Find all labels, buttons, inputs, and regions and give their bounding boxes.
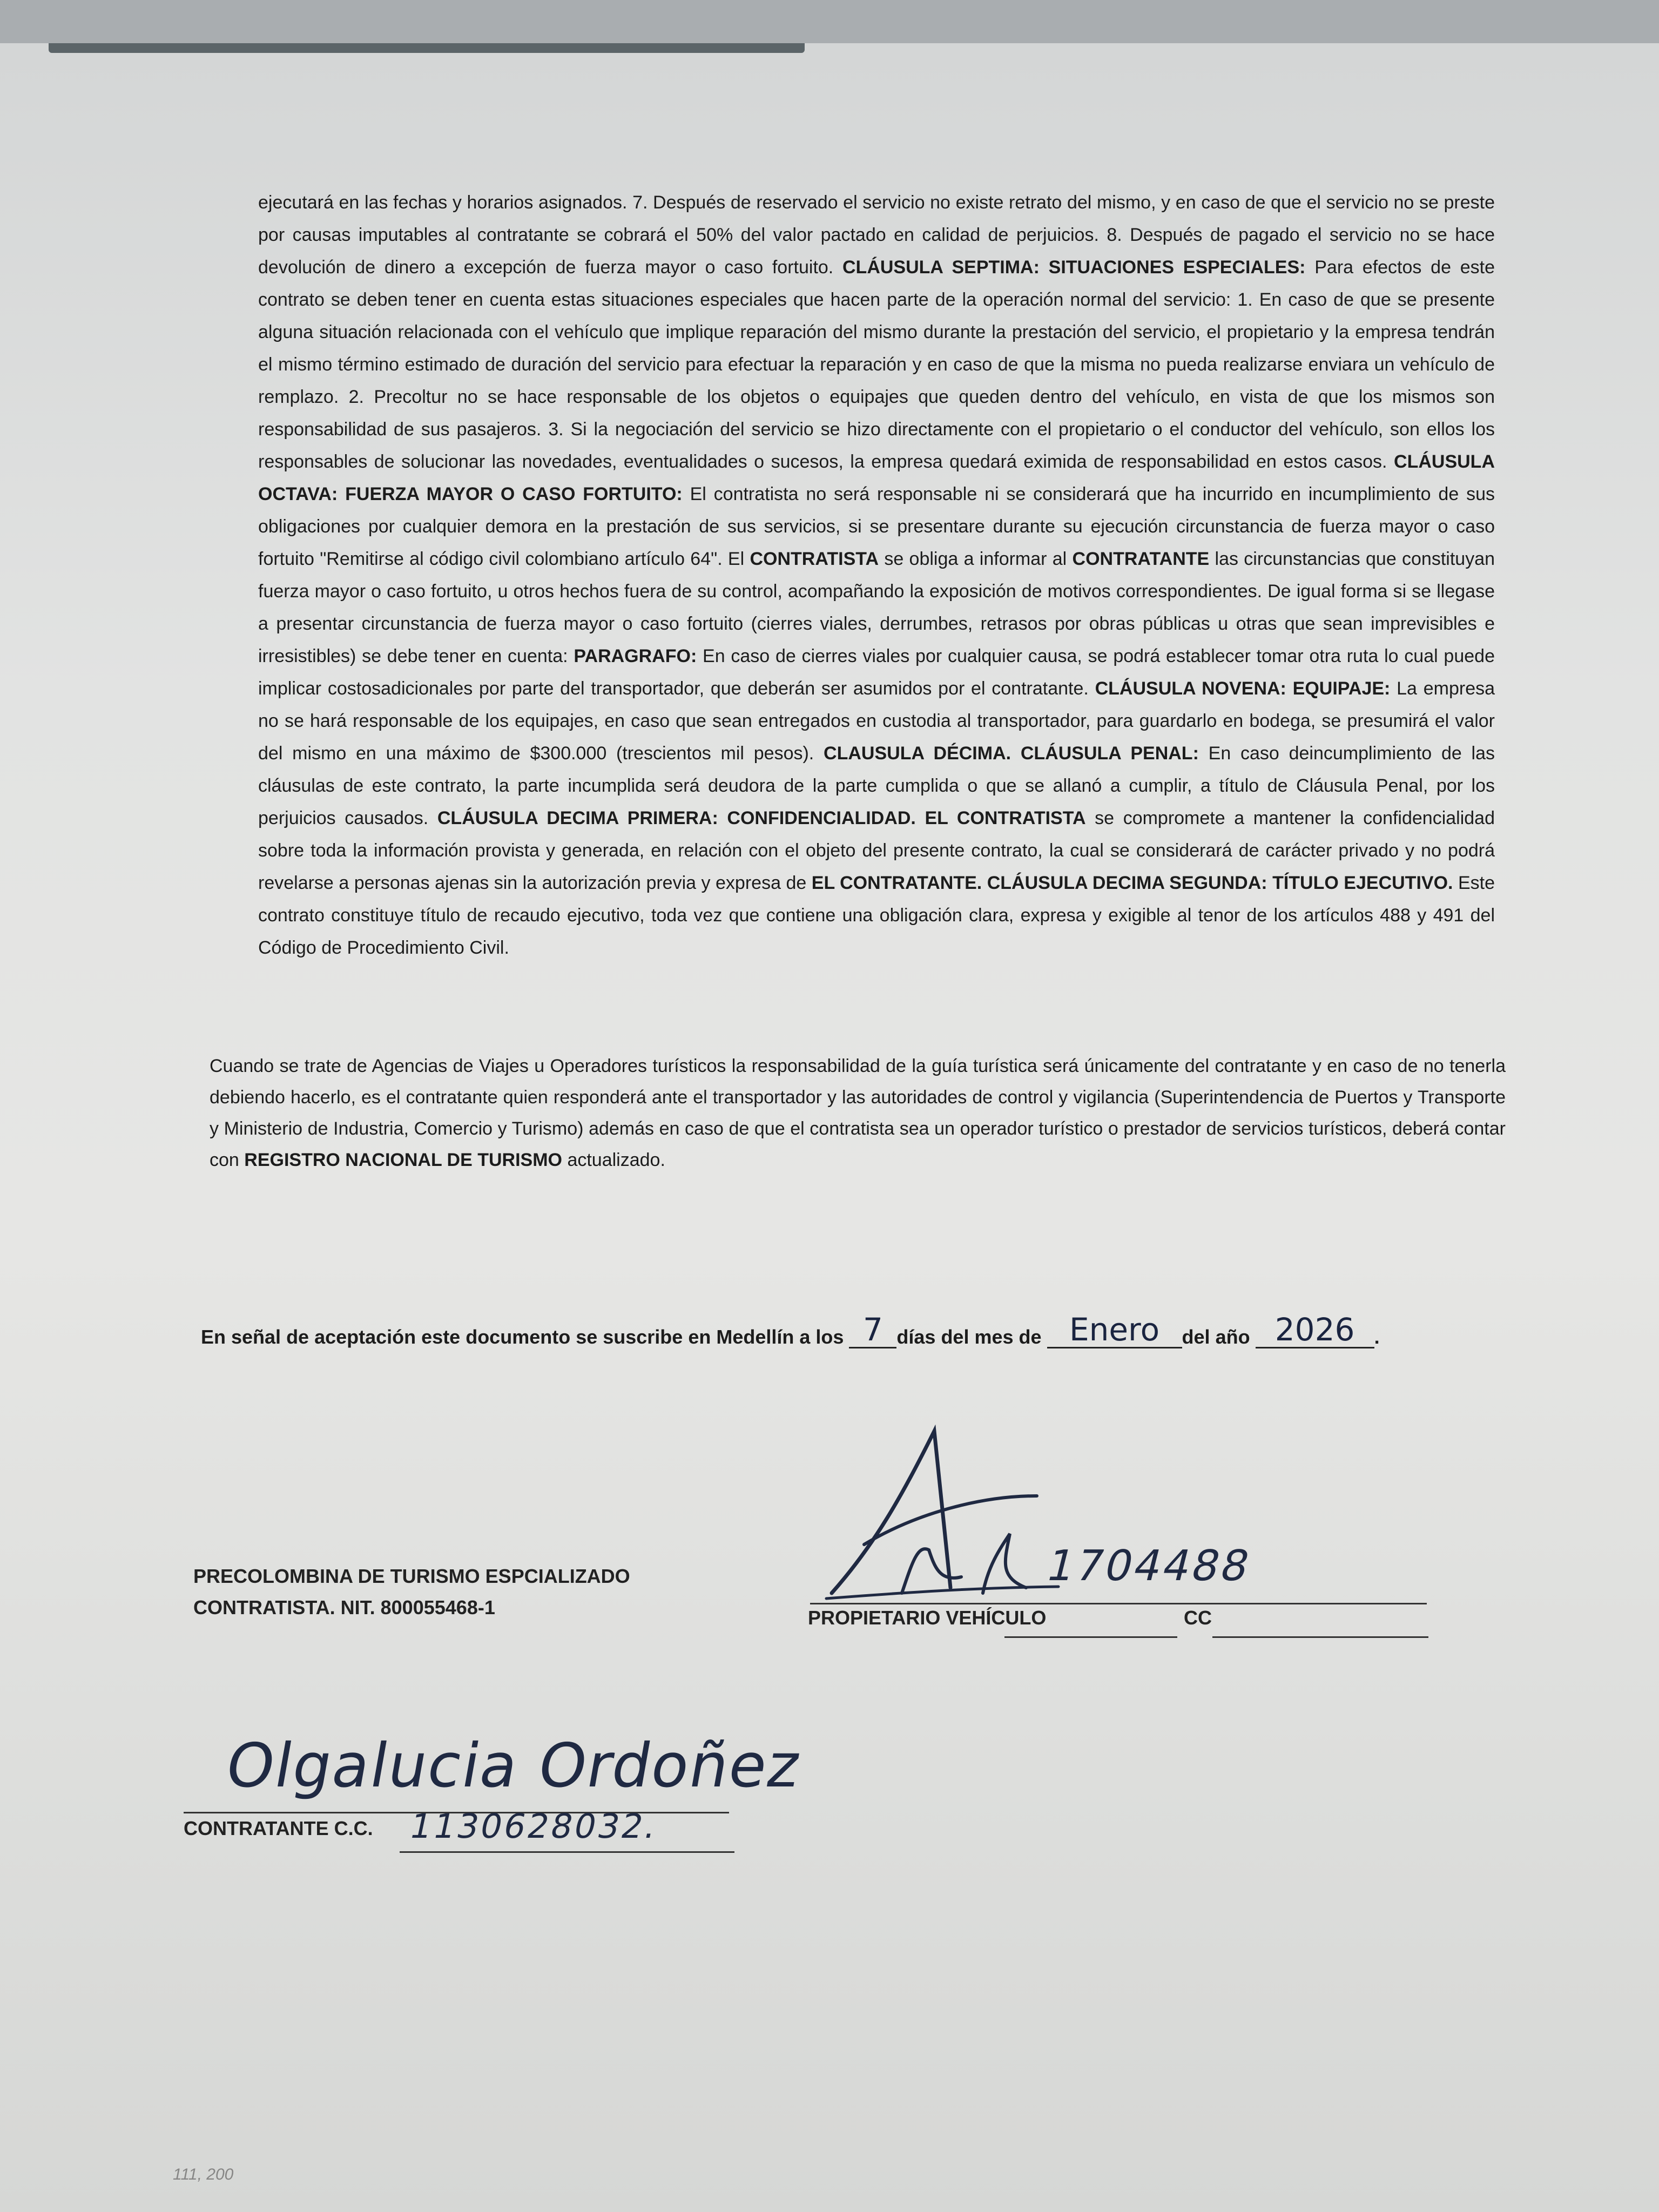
owner-cc-handwritten: 1704488 [1041,1542,1257,1590]
contratante-signature-name: Olgalucia Ordoñez [220,1731,807,1801]
clause-text: Este contrato constituye título de recaudo ejecutivo, toda vez que contiene una obligación clara, expresa y exigible al tenor de los artículos 488 y 491 del Código de Procedimiento Civil. [258,873,1495,958]
clause-heading-12: EL CONTRATANTE. CLÁUSULA DECIMA SEGUNDA: TÍTULO EJECUTIVO. [811,873,1453,893]
clause-text: El contratista no será responsable ni se considerará que ha incurrido en incumplimiento de sus obligaciones por cualquier demora en la prestación de sus servicios, si se presentare durante su ejecución circunstancia de fuerza mayor o caso fortuito "Remitirse al código civil colombiano artículo 64". El [258,484,1495,569]
agencies-paragraph [210,1050,1506,1176]
contractor-nit: CONTRATISTA. NIT. 800055468-1 [193,1596,495,1618]
clause-text: se obliga a informar al [879,549,1073,569]
clause-text: En caso de cierres viales por cualquier causa, se podrá establecer tomar otra ruta lo cual puede implicar costosadicionales por parte del transportador, que deberán ser asumidos por el contratante. [258,646,1495,699]
year-field: 2026 [1256,1312,1374,1348]
month-field: Enero [1047,1312,1182,1348]
acceptance-line [201,1312,1497,1348]
agencies-text: Cuando se trate de Agencias de Viajes u Operadores turísticos la responsabilidad de la guía turística será únicamente del contratante y en caso de no tenerla debiendo hacerlo, es el contratante quien responderá ante el transportador y las autoridades de control y vigilancia (Superintendencia de Puertos y Transporte y Ministerio de Industria, Comercio y Turismo) además en caso de que el contratista sea un operador turístico o prestador de servicios turísticos, deberá contar con [210,1056,1506,1170]
owner-signature-line [810,1603,1427,1604]
contractor-name: PRECOLOMBINA DE TURISMO ESPCIALIZADO [193,1565,630,1587]
acceptance-end: . [1374,1326,1380,1348]
contratante-term: CONTRATANTE [1072,549,1210,569]
owner-label: PROPIETARIO VEHÍCULO [808,1607,1047,1629]
clause-text: se compromete a mantener la confidencialidad sobre toda la información provista y generada, en relación con el objeto del presente contrato, la cual se considerará de carácter privado y no podrá revelarse a personas ajenas sin la autorización previa y expresa de [258,808,1495,893]
contractor-block [193,1561,630,1623]
contratista-term: CONTRATISTA [750,549,879,569]
contratante-cc-handwritten: 1130628032. [406,1806,662,1846]
contratante-cc-line [400,1851,734,1853]
acceptance-month-label: días del mes de [896,1326,1042,1348]
clause-text: Para efectos de este contrato se deben tener en cuenta estas situaciones especiales que hacen parte de la operación normal del servicio: 1. En caso de que se presente alguna situación relacionada con el vehículo que implique reparación del mismo durante la prestación del servicio, el propietario y la empresa tendrán el mismo término estimado de duración del servicio para efectuar la reparación y en caso de que la misma no pueda realizarse enviara un vehículo de remplazo. 2. Precoltur no se hace responsable de los objetos o equipajes que queden dentro del vehículo, en vista de que los mismos son responsabilidad de sus pasajeros. 3. Si la negociación del servicio se hizo directamente con el propietario o el conductor del vehículo, son ellos los responsables de solucionar las novedades, eventualidades o sucesos, la empresa quedará eximida de responsabilidad en estos casos. [258,257,1495,472]
day-field: 7 [849,1312,896,1348]
clause-heading-7: CLÁUSULA SEPTIMA: SITUACIONES ESPECIALES: [842,257,1306,278]
folder-edge [49,43,805,53]
clauses-paragraph [258,186,1495,964]
clause-heading-10: CLAUSULA DÉCIMA. CLÁUSULA PENAL: [824,743,1199,764]
clause-text: En caso deincumplimiento de las cláusulas de este contrato, la parte incumplida será deudora de la parte cumplida o que se allanó a cumplir, a título de Cláusula Penal, por los perjuicios causados. [258,743,1495,828]
acceptance-prefix: En señal de aceptación este documento se suscribe en Medellín a los [201,1326,844,1348]
contratante-label: CONTRATANTE C.C. [184,1817,373,1839]
footer-smudge: 111, 200 [173,2166,234,2183]
paragrafo-heading: PARAGRAFO: [574,646,697,666]
owner-cc-label: CC [1184,1607,1212,1629]
acceptance-year-label: del año [1182,1326,1250,1348]
clause-text: las circunstancias que constituyan fuerza mayor o caso fortuito, u otros hechos fuera de su control, acompañando la exposición de motivos correspondientes. De igual forma si se llegase a presentar circunstancia de fuerza mayor o caso fortuito (cierres viales, derrumbes, retrasos por obras públicas u otras que sean imprevisibles e irresistibles) se debe tener en cuenta: [258,549,1495,666]
clause-text: La empresa no se hará responsable de los equipajes, en caso que sean entregados en custodia al transportador, para guardarlo en bodega, se presumirá el valor del mismo en una máximo de $300.000 (trescientos mil pesos). [258,678,1495,764]
registro-nacional-term: REGISTRO NACIONAL DE TURISMO [244,1150,562,1170]
clause-heading-11: CLÁUSULA DECIMA PRIMERA: CONFIDENCIALIDAD. EL CONTRATISTA [437,808,1086,828]
clause-heading-8: CLÁUSULA OCTAVA: FUERZA MAYOR O CASO FORTUITO: [258,451,1495,504]
clause-heading-9: CLÁUSULA NOVENA: EQUIPAJE: [1095,678,1391,699]
owner-name-line [1004,1636,1177,1638]
owner-cc-line [1212,1636,1428,1638]
agencies-text: actualizado. [562,1150,665,1170]
clause-text: ejecutará en las fechas y horarios asignados. 7. Después de reservado el servicio no existe retrato del mismo, y en caso de que el servicio no se preste por causas imputables al contratante se cobrará el 50% del valor pactado en calidad de perjuicios. 8. Después de pagado el servicio no se hace devolución de dinero a excepción de fuerza mayor o caso fortuito. [258,192,1495,278]
